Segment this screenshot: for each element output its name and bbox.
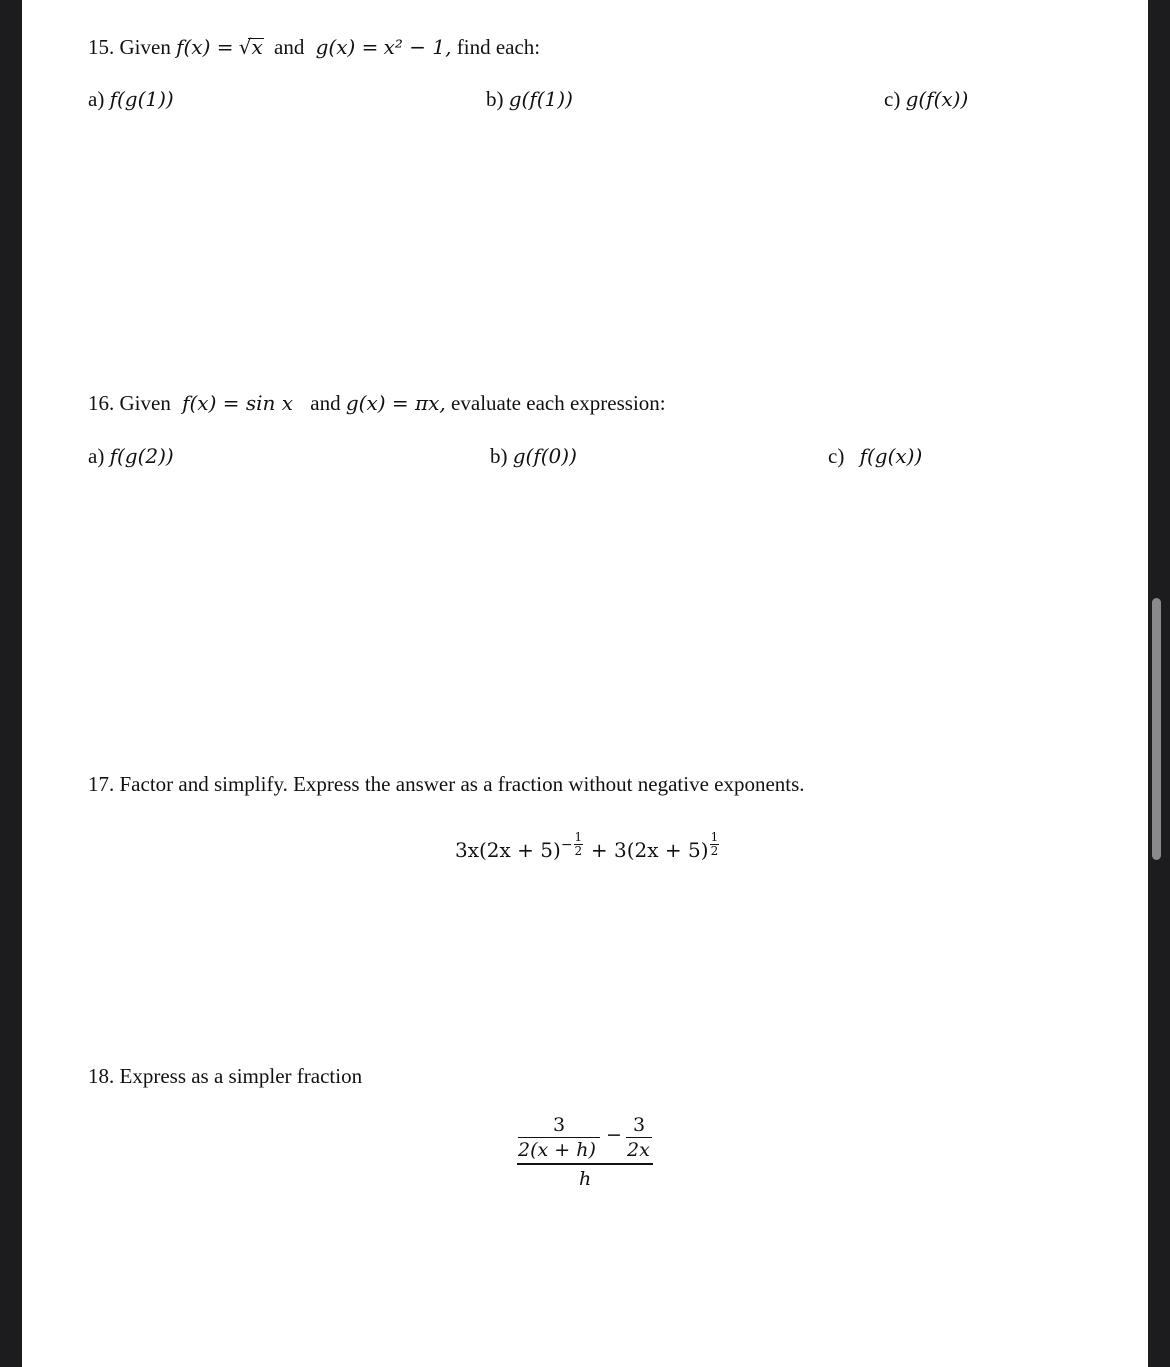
q17-exp2-num: 1 bbox=[710, 830, 719, 844]
q16-c-label: c) bbox=[828, 444, 845, 468]
q15-f-def: f(x) = bbox=[176, 35, 234, 59]
q16-a-label: a) bbox=[88, 444, 105, 468]
q17-expression bbox=[455, 830, 721, 862]
q18-num2: 3 bbox=[633, 1114, 646, 1136]
q17-statement: 17. Factor and simplify. Express the answer as a fraction without negative exponents. bbox=[88, 772, 805, 796]
q15-statement bbox=[88, 37, 540, 58]
q15-a-label: a) bbox=[88, 87, 105, 111]
q16-g-def: g(x) = πx, bbox=[345, 391, 446, 415]
q16-part-c bbox=[828, 446, 922, 467]
scrollbar-thumb[interactable] bbox=[1152, 598, 1161, 860]
q17-exp2-den: 2 bbox=[710, 844, 719, 858]
q15-c-label: c) bbox=[884, 87, 901, 111]
q16-part-b bbox=[490, 446, 577, 467]
q16-given: Given bbox=[119, 391, 171, 415]
q16-and: and bbox=[310, 391, 341, 415]
q15-tail: find each: bbox=[456, 35, 541, 59]
q16-tail: evaluate each expression: bbox=[451, 391, 666, 415]
q15-and: and bbox=[274, 35, 305, 59]
document-page bbox=[22, 0, 1148, 1367]
q17-exp1-sign: − bbox=[560, 837, 573, 853]
q15-a-expr: f(g(1)) bbox=[109, 87, 174, 111]
q15-b-label: b) bbox=[486, 87, 504, 111]
q18-den1: 2(x + h) bbox=[518, 1139, 596, 1161]
q18-outer-den: h bbox=[579, 1168, 592, 1190]
q15-part-c bbox=[884, 89, 968, 110]
q16-f-def: f(x) = sin x bbox=[182, 391, 294, 415]
q16-statement bbox=[88, 393, 666, 414]
q15-part-b bbox=[486, 89, 573, 110]
q18-inner-fraction-line-1 bbox=[518, 1137, 600, 1138]
q16-b-expr: g(f(0)) bbox=[512, 444, 577, 468]
q15-sqrt-arg: x bbox=[251, 35, 263, 59]
q15-number: 15. bbox=[88, 35, 115, 59]
q15-b-expr: g(f(1)) bbox=[508, 87, 573, 111]
q16-c-expr: f(g(x)) bbox=[859, 444, 923, 468]
q15-part-a bbox=[88, 89, 174, 110]
q17-part2: + 3(2x + 5) bbox=[584, 838, 709, 862]
q15-given: Given bbox=[119, 35, 171, 59]
q15-c-expr: g(f(x)) bbox=[905, 87, 969, 111]
q18-statement: 18. Express as a simpler fraction bbox=[88, 1064, 363, 1088]
q16-number: 16. bbox=[88, 391, 115, 415]
q17-exp1-num: 1 bbox=[574, 830, 583, 844]
q18-inner-fraction-line-2 bbox=[626, 1137, 652, 1138]
q15-g-def: g(x) = bbox=[315, 35, 379, 59]
q18-den2: 2x bbox=[627, 1139, 650, 1161]
q15-sqrt: √x bbox=[238, 35, 263, 59]
q18-num1: 3 bbox=[553, 1114, 566, 1136]
q17-exponent-1 bbox=[573, 830, 585, 862]
q17-part1: 3x(2x + 5) bbox=[455, 838, 561, 862]
q18-main-fraction-line bbox=[517, 1163, 653, 1165]
q16-b-label: b) bbox=[490, 444, 508, 468]
q16-part-a bbox=[88, 446, 174, 467]
q17-exp1-den: 2 bbox=[574, 844, 583, 858]
q18-minus: − bbox=[606, 1124, 622, 1146]
q17-exponent-2 bbox=[709, 830, 721, 862]
q15-g-rhs: x² − 1, bbox=[383, 35, 452, 59]
q16-a-expr: f(g(2)) bbox=[109, 444, 174, 468]
